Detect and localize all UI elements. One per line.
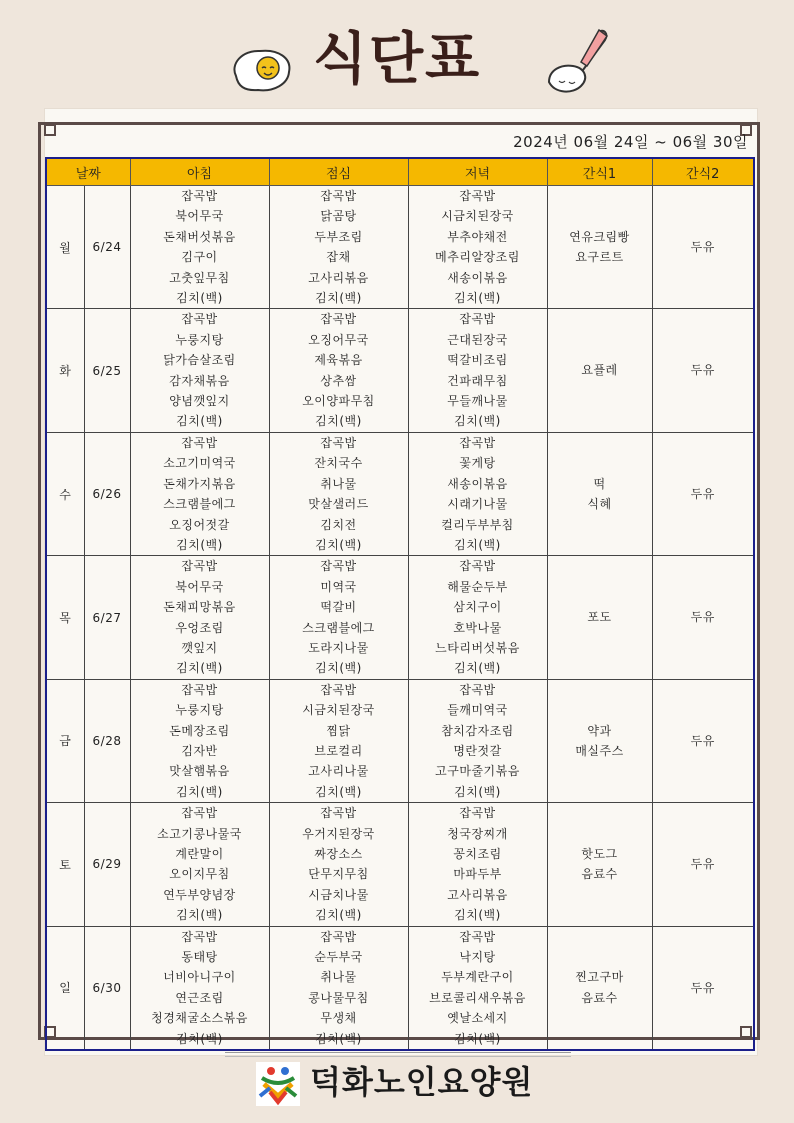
lunch-cell <box>269 803 408 926</box>
header-snack1: 간식1 <box>547 158 652 186</box>
menu-item: 잡곡밥 <box>181 312 218 327</box>
menu-item: 낙지탕 <box>459 950 496 965</box>
menu-item: 두유 <box>690 363 715 378</box>
menu-item: 떡갈비 <box>320 600 357 615</box>
menu-item: 순두부국 <box>314 950 363 965</box>
snack2-cell <box>652 432 754 555</box>
menu-item: 김치(백) <box>176 291 223 306</box>
dinner-cell <box>408 803 547 926</box>
meal-table <box>45 157 755 1051</box>
footer-divider <box>225 1052 571 1057</box>
menu-item: 오이지무침 <box>169 867 230 882</box>
snack2-cell <box>652 803 754 926</box>
menu-item: 소고기콩나물국 <box>157 826 242 841</box>
menu-item: 해물순두부 <box>447 579 508 594</box>
lunch-cell <box>269 926 408 1050</box>
menu-item: 두부계란구이 <box>441 970 514 985</box>
menu-item: 연근조림 <box>175 990 224 1005</box>
menu-item: 동태탕 <box>181 950 218 965</box>
menu-item: 잡곡밥 <box>181 559 218 574</box>
breakfast-cell <box>130 803 269 926</box>
menu-item: 컬리두부부침 <box>441 517 514 532</box>
menu-item: 연두부양념장 <box>163 887 236 902</box>
table-row <box>46 803 754 926</box>
menu-item: 맛살햄볶음 <box>169 764 230 779</box>
date-cell: 6/30 <box>84 926 130 1050</box>
dinner-cell <box>408 556 547 679</box>
menu-item: 잡곡밥 <box>181 929 218 944</box>
menu-item: 참치감자조림 <box>441 723 514 738</box>
table-row <box>46 309 754 432</box>
menu-item: 우엉조림 <box>175 620 224 635</box>
menu-item: 잡곡밥 <box>181 189 218 203</box>
menu-item: 청국장찌개 <box>447 826 508 841</box>
snack2-cell <box>652 679 754 802</box>
menu-item: 고사리나물 <box>308 764 369 779</box>
table-row <box>46 679 754 802</box>
menu-item: 짜장소스 <box>314 847 363 861</box>
header-breakfast: 아침 <box>130 158 269 186</box>
menu-item: 김치(백) <box>454 537 501 552</box>
menu-item: 떡 <box>593 476 606 491</box>
menu-item: 매실주스 <box>575 743 624 758</box>
menu-item: 고사리볶음 <box>308 270 369 285</box>
menu-item: 오징어젓갈 <box>169 517 230 532</box>
snack2-cell <box>652 186 754 309</box>
menu-item: 김치(백) <box>315 291 362 306</box>
menu-item: 도라지나물 <box>308 640 369 655</box>
menu-item: 김치(백) <box>454 1031 501 1046</box>
menu-item: 꽃게탕 <box>459 456 496 471</box>
date-cell: 6/25 <box>84 309 130 432</box>
menu-item: 음료수 <box>581 990 618 1005</box>
menu-item: 오징어무국 <box>308 332 369 347</box>
menu-item: 떡갈비조림 <box>447 353 508 368</box>
menu-item: 고사리볶음 <box>447 887 508 902</box>
menu-item: 잡곡밥 <box>459 435 496 450</box>
menu-item: 음료수 <box>581 867 618 882</box>
menu-item: 깻잎지 <box>181 640 218 655</box>
menu-item: 김치(백) <box>315 1031 362 1046</box>
menu-item: 김치(백) <box>454 291 501 306</box>
menu-item: 마파두부 <box>453 867 502 882</box>
menu-item: 무들깨나물 <box>447 394 508 409</box>
menu-item: 두유 <box>690 733 715 748</box>
snack1-cell <box>547 186 652 309</box>
snack1-cell <box>547 309 652 432</box>
menu-item: 잡곡밥 <box>459 189 496 203</box>
menu-item: 시금치나물 <box>308 887 369 902</box>
date-cell: 6/26 <box>84 432 130 555</box>
menu-item: 김치(백) <box>176 784 223 799</box>
menu-item: 잡곡밥 <box>459 682 496 697</box>
day-cell: 토 <box>46 803 84 926</box>
menu-item: 잡채 <box>326 250 351 265</box>
menu-item: 돈채가지볶음 <box>163 476 236 491</box>
day-cell: 일 <box>46 926 84 1050</box>
snack2-cell <box>652 309 754 432</box>
snack1-cell <box>547 432 652 555</box>
dinner-cell <box>408 309 547 432</box>
menu-item: 스크램블에그 <box>302 620 375 635</box>
header-lunch: 점심 <box>269 158 408 186</box>
lunch-cell <box>269 432 408 555</box>
table-row <box>46 432 754 555</box>
dinner-cell <box>408 432 547 555</box>
menu-item: 취나물 <box>320 476 357 491</box>
menu-item: 닭가슴살조림 <box>163 353 236 368</box>
menu-item: 잡곡밥 <box>181 435 218 450</box>
menu-item: 잡곡밥 <box>320 189 357 203</box>
menu-item: 양념깻잎지 <box>169 394 230 409</box>
menu-item: 꽁치조림 <box>453 847 502 861</box>
table-row <box>46 186 754 309</box>
menu-item: 고구마줄기볶음 <box>435 764 520 779</box>
menu-item: 잡곡밥 <box>320 559 357 574</box>
menu-item: 북어무국 <box>175 579 224 594</box>
menu-item: 두부조림 <box>314 229 363 244</box>
frame-corner <box>44 124 56 136</box>
menu-item: 김치(백) <box>454 414 501 429</box>
menu-item: 스크램블에그 <box>163 497 236 512</box>
menu-item: 느타리버섯볶음 <box>435 640 520 655</box>
date-cell: 6/24 <box>84 186 130 309</box>
dinner-cell <box>408 186 547 309</box>
menu-item: 김자반 <box>181 743 218 758</box>
day-cell: 화 <box>46 309 84 432</box>
menu-item: 요플레 <box>581 363 618 378</box>
menu-item: 브로컬리 <box>314 743 363 758</box>
menu-item: 김치(백) <box>315 414 362 429</box>
date-range: 2024년 06월 24일 ~ 06월 30일 <box>513 133 748 151</box>
menu-item: 제육볶음 <box>314 353 363 368</box>
menu-item: 새송이볶음 <box>447 476 508 491</box>
menu-item: 김치전 <box>320 517 357 532</box>
menu-item: 잡곡밥 <box>320 435 357 450</box>
nursing-home-logo-icon <box>256 1062 300 1106</box>
breakfast-cell <box>130 309 269 432</box>
menu-item: 김치(백) <box>176 1031 223 1046</box>
date-cell: 6/27 <box>84 556 130 679</box>
menu-item: 잡곡밥 <box>181 682 218 697</box>
menu-item: 두유 <box>690 857 715 872</box>
menu-item: 김구이 <box>181 250 218 265</box>
header-date: 날짜 <box>46 158 130 186</box>
menu-item: 삼치구이 <box>453 600 502 615</box>
day-cell: 월 <box>46 186 84 309</box>
lunch-cell <box>269 556 408 679</box>
breakfast-cell <box>130 432 269 555</box>
menu-item: 김치(백) <box>176 537 223 552</box>
menu-item: 김치(백) <box>176 908 223 923</box>
menu-item: 북어무국 <box>175 209 224 224</box>
breakfast-cell <box>130 679 269 802</box>
breakfast-cell <box>130 926 269 1050</box>
menu-item: 시금치된장국 <box>302 703 375 718</box>
menu-item: 잡곡밥 <box>459 312 496 327</box>
menu-item: 잡곡밥 <box>320 806 357 821</box>
menu-item: 취나물 <box>320 970 357 985</box>
facility-name: 덕화노인요양원 <box>310 1063 534 1101</box>
lunch-cell <box>269 186 408 309</box>
snack1-cell <box>547 556 652 679</box>
menu-item: 상추쌈 <box>320 373 357 388</box>
table-row <box>46 556 754 679</box>
menu-item: 포도 <box>587 610 612 625</box>
breakfast-cell <box>130 556 269 679</box>
menu-item: 김치(백) <box>315 784 362 799</box>
menu-item: 건파래무침 <box>447 373 508 388</box>
menu-item: 김치(백) <box>176 414 223 429</box>
ladle-icon <box>543 26 613 98</box>
menu-item: 누룽지탕 <box>175 703 224 718</box>
table-header-row <box>46 158 754 186</box>
menu-item: 잡곡밥 <box>320 312 357 327</box>
lunch-cell <box>269 679 408 802</box>
day-cell: 금 <box>46 679 84 802</box>
menu-item: 찜닭 <box>326 723 351 738</box>
dinner-cell <box>408 679 547 802</box>
menu-item: 닭곰탕 <box>320 209 357 224</box>
menu-item: 요구르트 <box>575 250 624 265</box>
menu-item: 메추리알장조림 <box>435 250 520 265</box>
snack2-cell <box>652 926 754 1050</box>
dinner-cell <box>408 926 547 1050</box>
menu-item: 우거지된장국 <box>302 826 375 841</box>
menu-item: 단무지무침 <box>308 867 369 882</box>
menu-item: 감자채볶음 <box>169 373 230 388</box>
menu-item: 옛날소세지 <box>447 1011 508 1026</box>
menu-item: 오이양파무침 <box>302 394 375 409</box>
menu-item: 핫도그 <box>581 847 618 861</box>
menu-item: 부추야채전 <box>447 229 508 244</box>
menu-item: 너비아니구이 <box>163 970 236 985</box>
menu-item: 두유 <box>690 610 715 625</box>
day-cell: 수 <box>46 432 84 555</box>
menu-item: 근대된장국 <box>447 332 508 347</box>
breakfast-cell <box>130 186 269 309</box>
menu-item: 시래기나물 <box>447 497 508 512</box>
lunch-cell <box>269 309 408 432</box>
menu-item: 김치(백) <box>176 661 223 676</box>
fried-egg-icon <box>228 46 294 94</box>
menu-item: 잡곡밥 <box>459 806 496 821</box>
header-snack2: 간식2 <box>652 158 754 186</box>
menu-item: 김치(백) <box>315 908 362 923</box>
menu-item: 명란젓갈 <box>453 743 502 758</box>
date-cell: 6/28 <box>84 679 130 802</box>
menu-item: 시금치된장국 <box>441 209 514 224</box>
menu-item: 잡곡밥 <box>459 929 496 944</box>
menu-item: 누룽지탕 <box>175 332 224 347</box>
day-cell: 목 <box>46 556 84 679</box>
snack1-cell <box>547 679 652 802</box>
menu-item: 콩나물무침 <box>308 990 369 1005</box>
page-title: 식단표 <box>312 27 482 92</box>
menu-item: 김치(백) <box>454 661 501 676</box>
menu-item: 청경채굴소스볶음 <box>151 1011 248 1026</box>
menu-item: 소고기미역국 <box>163 456 236 471</box>
menu-item: 미역국 <box>320 579 357 594</box>
menu-item: 두유 <box>690 980 715 995</box>
menu-item: 맛살샐러드 <box>308 497 369 512</box>
menu-item: 새송이볶음 <box>447 270 508 285</box>
menu-item: 두유 <box>690 486 715 501</box>
menu-item: 고춧잎무침 <box>169 270 230 285</box>
menu-item: 연유크림빵 <box>569 229 630 244</box>
menu-item: 들깨미역국 <box>447 703 508 718</box>
date-cell: 6/29 <box>84 803 130 926</box>
menu-item: 무생채 <box>320 1011 357 1026</box>
snack1-cell <box>547 926 652 1050</box>
menu-item: 브로콜리새우볶음 <box>429 990 526 1005</box>
menu-item: 잡곡밥 <box>320 929 357 944</box>
menu-item: 찐고구마 <box>575 970 624 985</box>
menu-item: 호박나물 <box>453 620 502 635</box>
menu-item: 돈메장조림 <box>169 723 230 738</box>
snack2-cell <box>652 556 754 679</box>
menu-item: 잡곡밥 <box>320 682 357 697</box>
header-dinner: 저녁 <box>408 158 547 186</box>
menu-item: 식혜 <box>587 497 612 512</box>
menu-item: 김치(백) <box>315 537 362 552</box>
menu-item: 김치(백) <box>315 661 362 676</box>
snack1-cell <box>547 803 652 926</box>
menu-item: 잡곡밥 <box>181 806 218 821</box>
menu-item: 계란말이 <box>175 847 224 861</box>
menu-item: 돈채피망볶음 <box>163 600 236 615</box>
menu-item: 김치(백) <box>454 784 501 799</box>
menu-item: 돈채버섯볶음 <box>163 229 236 244</box>
menu-item: 잔치국수 <box>314 456 363 471</box>
menu-item: 약과 <box>587 723 612 738</box>
table-body <box>46 186 754 1051</box>
menu-item: 잡곡밥 <box>459 559 496 574</box>
menu-item: 두유 <box>690 240 715 255</box>
table-row <box>46 926 754 1050</box>
menu-item: 김치(백) <box>454 908 501 923</box>
